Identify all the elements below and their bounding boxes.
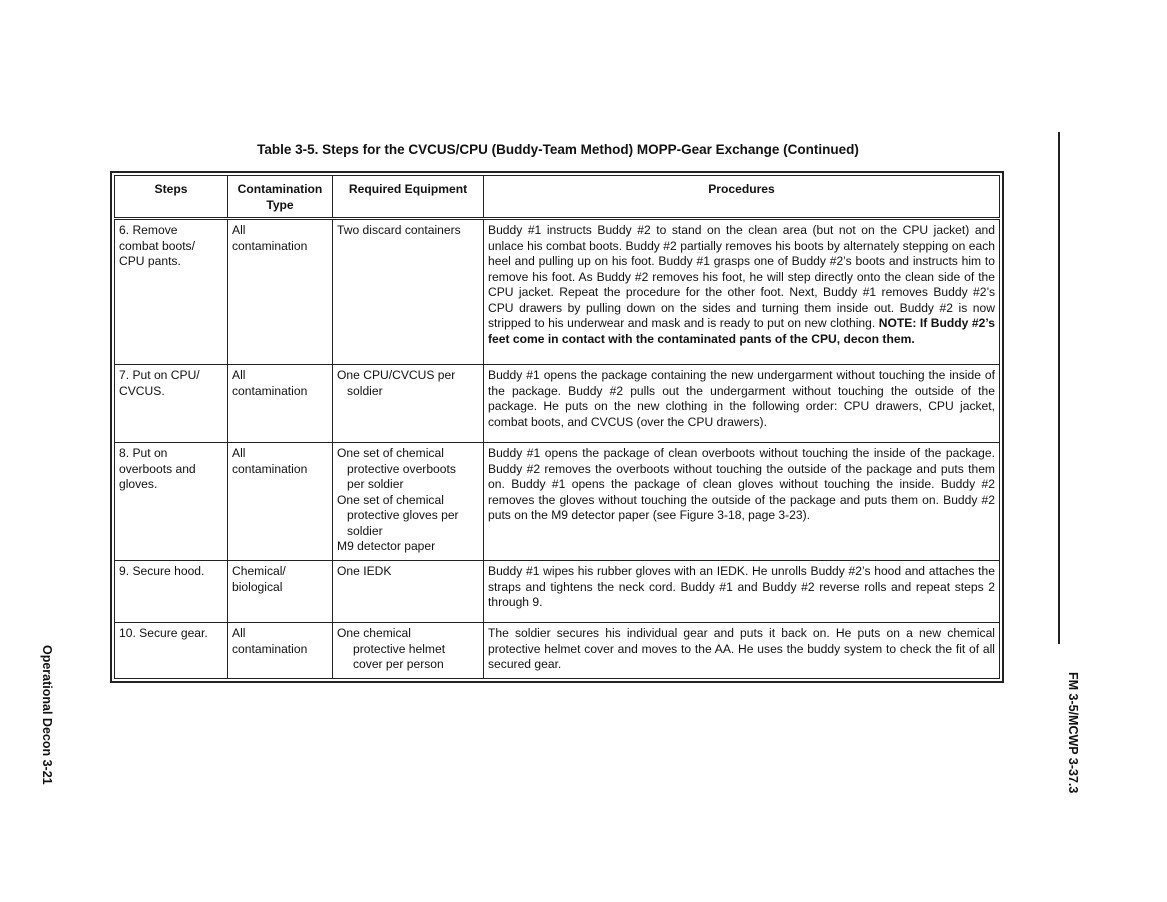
equipment-cell — [333, 219, 484, 365]
table-row — [115, 365, 1000, 443]
footer-manual-id: FM 3-5/MCWP 3-37.3 — [1066, 672, 1080, 794]
equipment-text: protective overboots — [347, 461, 456, 476]
procedure-cell — [484, 561, 1000, 623]
equipment-cell — [333, 443, 484, 561]
step-text: 7. Put on CPU/ — [119, 368, 200, 382]
equipment-text: soldier — [347, 383, 383, 398]
step-text: CPU pants. — [119, 254, 181, 268]
step-cell — [115, 365, 228, 443]
contamination-text: contamination — [232, 641, 308, 656]
step-cell — [115, 561, 228, 623]
header-procedures: Procedures — [484, 176, 1000, 219]
step-text: CVCUS. — [119, 383, 165, 398]
table-row — [115, 443, 1000, 561]
header-contamination-line2: Type — [266, 197, 294, 212]
equipment-text: One set of chemical — [337, 492, 444, 507]
equipment-cell — [333, 623, 484, 679]
procedure-text: Buddy #1 opens the package of clean overboots without touching the inside of the package. Buddy #2 removes the overboots without touching the outside of the package and puts them on. Buddy #1 opens the package of clean gloves without touching the inside. Buddy #2 removes the gloves without touching the outside of the package and puts them on. Buddy #2 puts on the M9 detector paper (see Figure 3-18, page 3-23). — [488, 446, 995, 522]
contamination-text: biological — [232, 579, 283, 594]
contamination-text: All — [232, 223, 246, 237]
contamination-text: All — [232, 446, 246, 460]
procedure-note: NOTE: If Buddy #2’s feet come in contact with the contaminated pants of the CPU, decon them. — [488, 316, 995, 346]
procedure-table — [114, 175, 1000, 679]
procedure-cell — [484, 219, 1000, 365]
contamination-text: contamination — [232, 383, 308, 398]
table-row — [115, 219, 1000, 365]
equipment-text: One chemical — [337, 626, 411, 640]
header-contamination-type — [228, 176, 333, 219]
procedure-text: Buddy #1 opens the package containing the new undergarment without touching the inside of the package. Buddy #2 pulls out the undergarment without touching the outside of the package. He puts on the new clothing in the following order: CPU drawers, CPU jacket, combat boots, and CVCUS (over the CPU drawers). — [488, 368, 995, 429]
footer-page-label: Operational Decon 3-21 — [40, 645, 54, 785]
contamination-cell — [228, 443, 333, 561]
contamination-cell — [228, 561, 333, 623]
margin-rule — [1058, 132, 1060, 644]
step-cell — [115, 443, 228, 561]
procedure-cell — [484, 443, 1000, 561]
step-text: 6. Remove — [119, 223, 178, 237]
equipment-text: One CPU/CVCUS per — [337, 368, 456, 382]
procedure-cell — [484, 365, 1000, 443]
equipment-text: per soldier — [347, 477, 404, 491]
step-text: overboots and — [119, 461, 196, 476]
table-header-row — [115, 176, 1000, 219]
contamination-text: Chemical/ — [232, 564, 286, 578]
equipment-text: cover per person — [353, 657, 444, 671]
equipment-text: soldier — [347, 523, 383, 538]
step-cell — [115, 623, 228, 679]
contamination-text: contamination — [232, 238, 308, 253]
equipment-cell — [333, 561, 484, 623]
contamination-text: All — [232, 368, 246, 382]
equipment-cell — [333, 365, 484, 443]
header-contamination-line1: Contamination — [237, 182, 323, 196]
step-text: gloves. — [119, 477, 158, 491]
contamination-text: contamination — [232, 461, 308, 476]
contamination-cell — [228, 623, 333, 679]
equipment-text: Two discard containers — [337, 223, 461, 237]
table-row — [115, 561, 1000, 623]
footer-left-container — [38, 645, 58, 805]
procedure-cell — [484, 623, 1000, 679]
table-title: Table 3-5. Steps for the CVCUS/CPU (Buddy-Team Method) MOPP-Gear Exchange (Continued) — [257, 142, 859, 157]
equipment-text: One IEDK — [337, 564, 392, 578]
equipment-text: M9 detector paper — [337, 539, 436, 553]
equipment-text: protective gloves per — [347, 508, 459, 522]
footer-right-container — [1064, 672, 1084, 812]
procedure-text: Buddy #1 wipes his rubber gloves with an IEDK. He unrolls Buddy #2’s hood and attaches the straps and tightens the neck cord. Buddy #1 and Buddy #2 reverse rolls and repeat steps 2 through 9. — [488, 564, 995, 609]
procedure-table-frame — [110, 171, 1004, 683]
table-row — [115, 623, 1000, 679]
equipment-text: One set of chemical — [337, 446, 444, 460]
step-text: 10. Secure gear. — [119, 626, 208, 640]
step-text: 9. Secure hood. — [119, 564, 205, 578]
procedure-text: Buddy #1 instructs Buddy #2 to stand on the clean area (but not on the CPU jacket) and unlace his combat boots. Buddy #2 partially removes his boots by alternately stepping on each heel and pulling up on his foot. Buddy #1 grasps one of Buddy #2’s boots and instructs him to remove his foot. As Buddy #2 removes his foot, he will step directly onto the clean side of the CPU jacket. Repeat the procedure for the other foot. Next, Buddy #1 removes Buddy #2’s CPU drawers by pulling down on the sides and turning them inside out. Buddy #2 is now stripped to his underwear and mask and is ready to put on new clothing. — [488, 223, 995, 330]
header-required-equipment: Required Equipment — [333, 176, 484, 219]
step-text: combat boots/ — [119, 238, 195, 253]
contamination-text: All — [232, 626, 246, 640]
equipment-text: protective helmet — [353, 641, 446, 656]
procedure-text: The soldier secures his individual gear and puts it back on. He puts on a new chemical protective helmet cover and moves to the AA. He uses the buddy system to check the fit of all secured gear. — [488, 626, 995, 671]
step-text: 8. Put on — [119, 446, 168, 460]
step-cell — [115, 219, 228, 365]
contamination-cell — [228, 365, 333, 443]
contamination-cell — [228, 219, 333, 365]
header-steps: Steps — [115, 176, 228, 219]
